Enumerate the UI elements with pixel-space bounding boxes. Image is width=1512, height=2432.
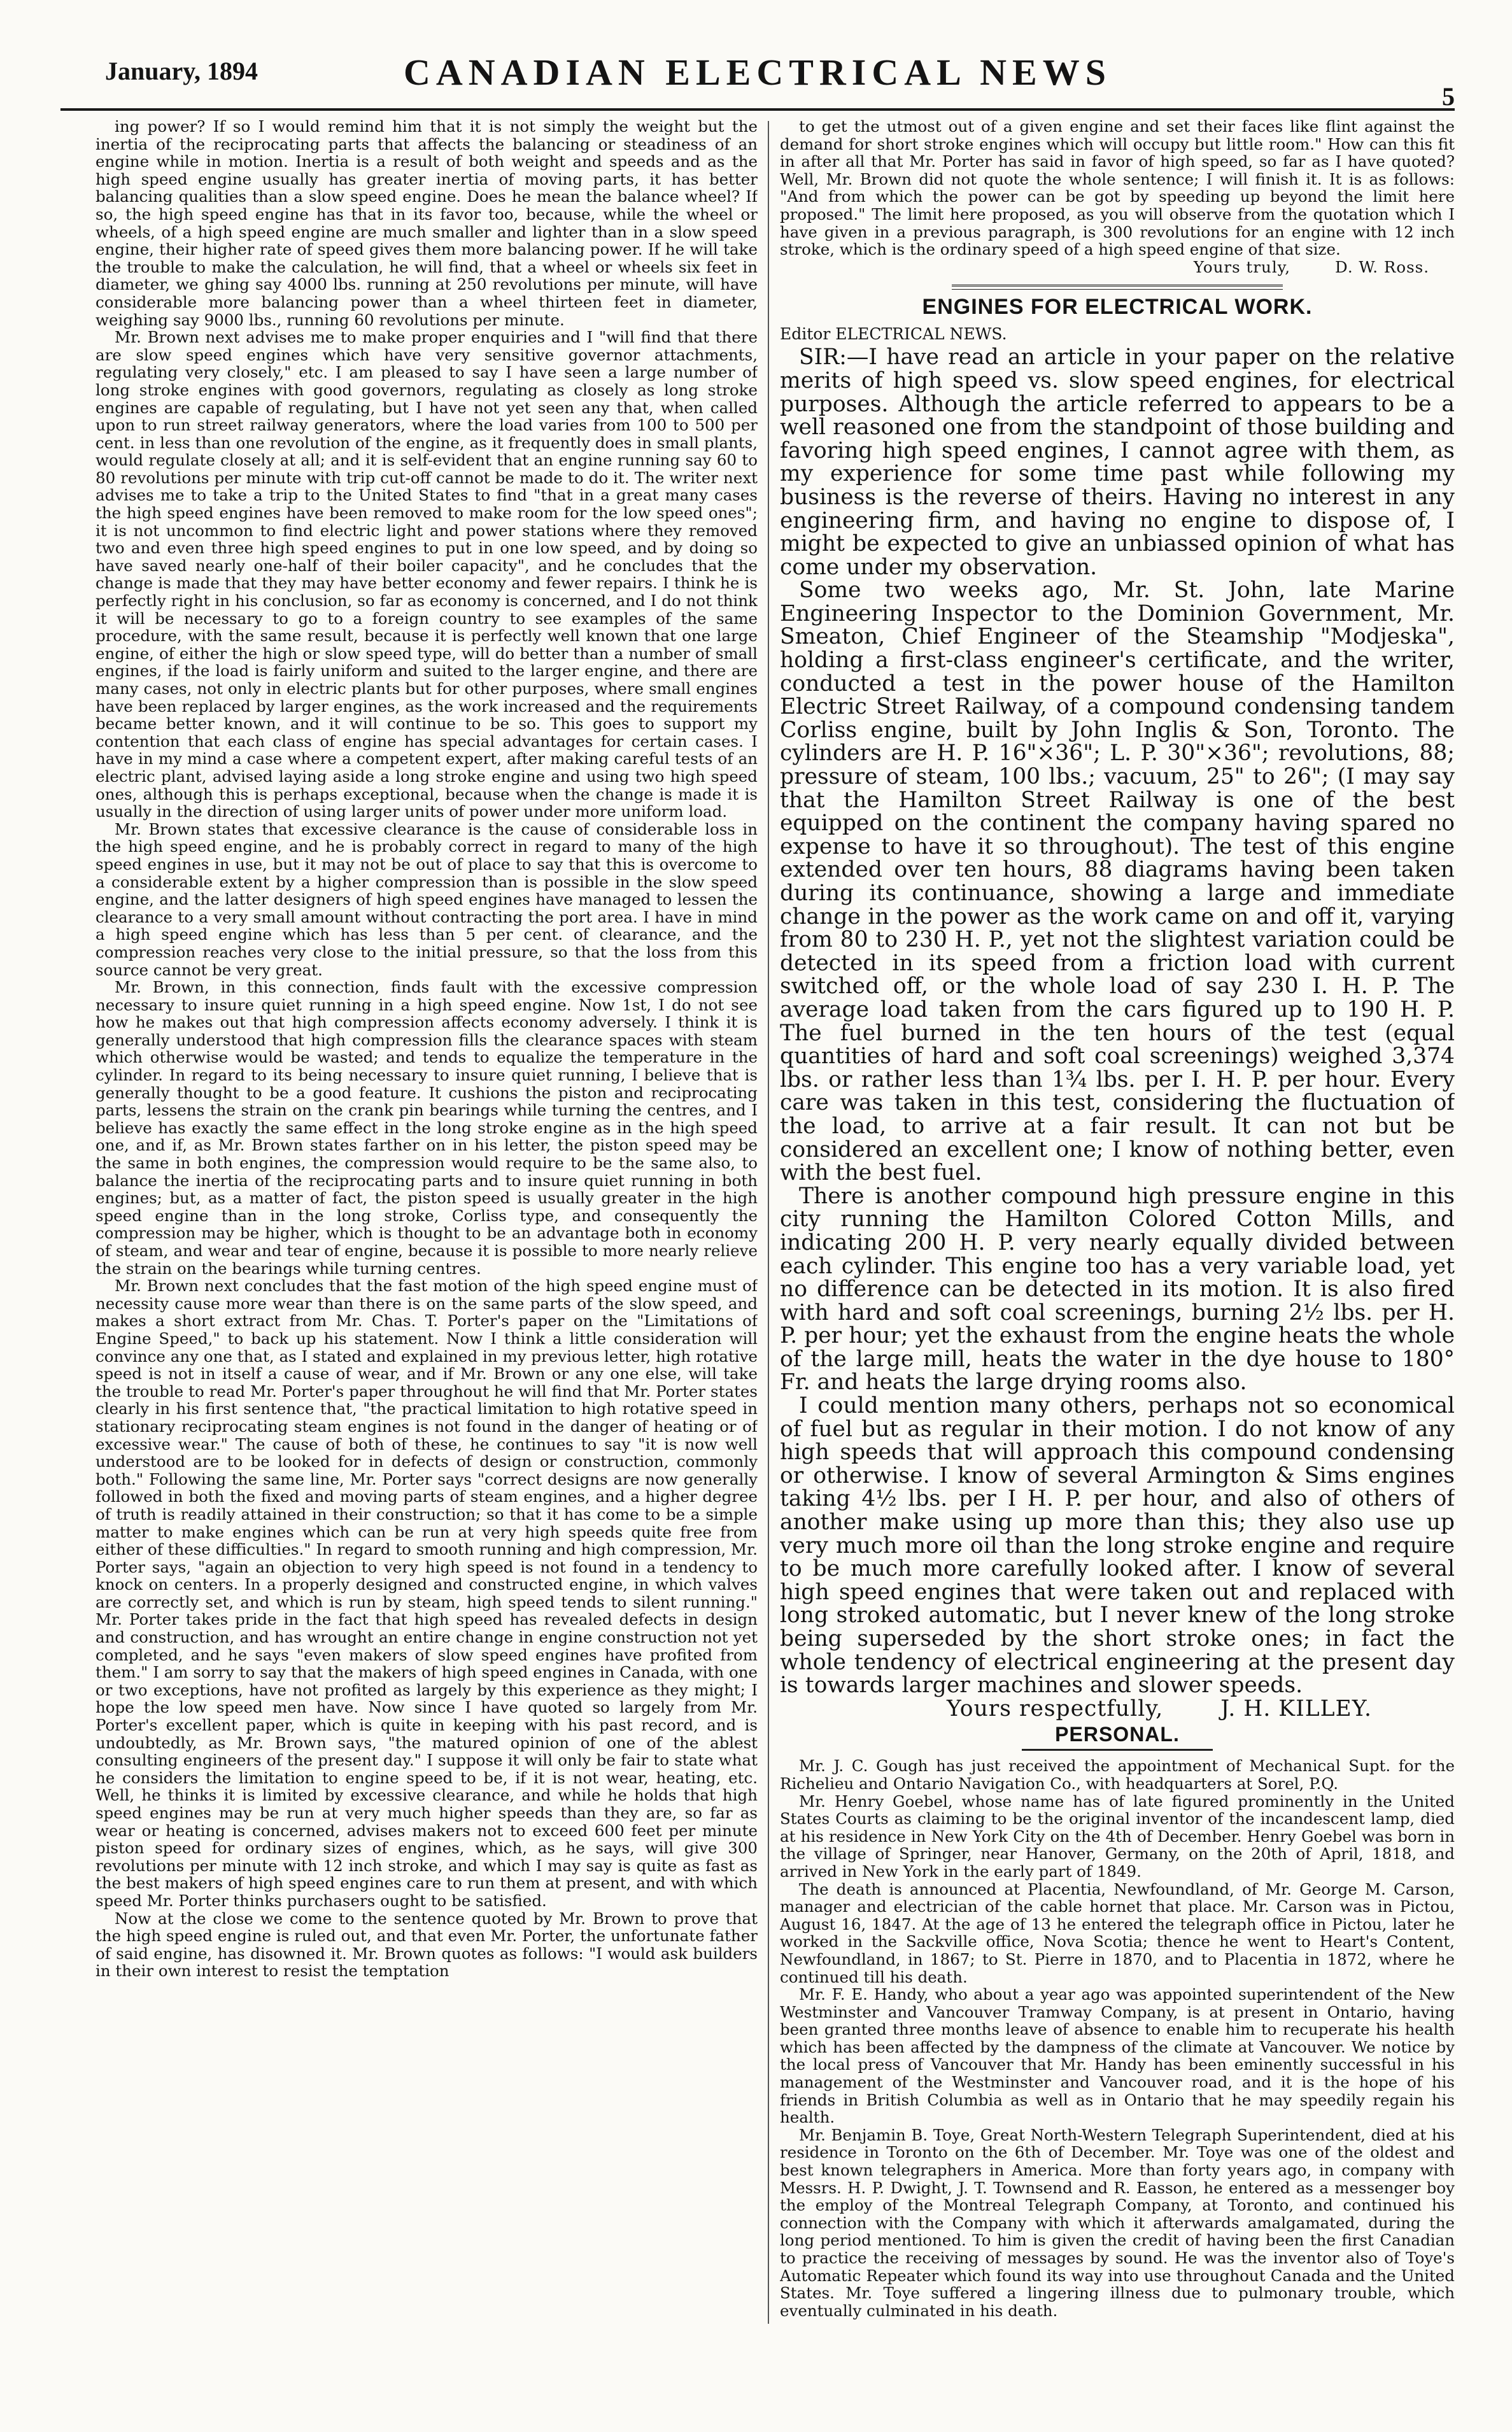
letter-paragraph: I could mention many others, perhaps not so economical of fuel but as regular in their motion. I do not know of any high speeds that will approach this compound condensing or otherwise. I know of several Armington & Sims engines taking 4½ lbs. per I H. P. per hour, and also of others of another make using up more than this; they also use up very much more oil than the long stroke engine and require to be much more carefully looked after. I know of several high speed engines that were taken out and replaced with long stroked automatic, but I never knew of the long stroke being superseded by the short stroke ones; in fact the whole tendency of electrical engineering at the present day is towards larger machines and slower speeds. xyxy=(780,1393,1455,1699)
letter-signature xyxy=(780,1697,1455,1721)
letter-signature xyxy=(780,258,1455,276)
article-paragraph: Mr. Brown states that excessive clearance is the cause of considerable loss in the high speed engine, and he is probably correct in regard to many of the high speed engines in use, but it may not be out of place to say that this is overcome to a considerable extent by a higher compression than is possible in the slow speed engine, and the latter designers of high speed engines have managed to lessen the clearance to a very small amount without contracting the port area. I have in mind a high speed engine which has less than 5 per cent. of clearance, and the compression reaches very close to the initial pressure, so that the loss from this source cannot be very great. xyxy=(95,819,758,979)
masthead-title: CANADIAN ELECTRICAL NEWS xyxy=(404,52,1112,93)
section-heading: PERSONAL. xyxy=(1022,1723,1213,1751)
column-divider xyxy=(768,121,769,2324)
page-header xyxy=(60,25,1455,111)
article-paragraph: Mr. Brown, in this connection, finds fault with the excessive compression necessary to insure quiet running in a high speed engine. Now 1st, I do not see how he makes out that high compression affects economy adversely. I think it is generally understood that high compression fills the clearance spaces with steam which otherwise would be wasted; and tends to equalize the temperature in the cylinder. In regard to its being necessary to insure quiet running, I believe that is generally thought to be a good feature. It cushions the piston and reciprocating parts, lessens the strain on the crank pin bearings while turning the centres, and I believe has exactly the same effect in the long stroke engine as in the high speed one, and if, as Mr. Brown states farther on in his letter, the piston speed may be the same in both engines, the compression would require to be the same also, to balance the inertia of the reciprocating parts and to insure quiet running in both engines; but, as a matter of fact, the piston speed is usually greater in the high speed engine than in the long stroke, Corliss type, and consequently the compression may be higher, which is thought to be an advantage both in economy of steam, and wear and tear of engine, because it is possible to more nearly relieve the strain on the bearings while turning centres. xyxy=(95,978,758,1278)
personal-item: Mr. J. C. Gough has just received the appointment of Mechanical Supt. for the Richelieu and Ontario Navigation Co., with headquarters at Sorel, P.Q. xyxy=(780,1757,1455,1793)
letter-continuation: to get the utmost out of a given engine and set their faces like flint against the demand for short stroke engines which will occupy but little room." How can this fit in after all that Mr. Porter has said in favor of high speed, so far as I have quoted? Well, Mr. Brown did not quote the whole sentence; I will finish it. It is as follows: "And from which the power can be got by speeding up beyond the limit here proposed." The limit here proposed, as you will observe from the quotation which I have given in a previous paragraph, is 300 revolutions for an engine with 12 inch stroke, which is the ordinary speed of a high speed engine of that size. xyxy=(780,118,1455,259)
article-paragraph: Mr. Brown next concludes that the fast motion of the high speed engine must of necessity cause more wear than there is on the same parts of the slow speed, and makes a short extract from Mr. Chas. T. Porter's paper on the "Limitations of Engine Speed," to back up his statement. Now I think a little consideration will convince any one that, as I stated and explained in my previous letter, high rotative speed is not in itself a cause of wear, and if Mr. Brown or any one else, will take the trouble to read Mr. Porter's paper throughout he will find that Mr. Porter states clearly in his first sentence that, "the practical limitation to high rotative speed in stationary reciprocating steam engines is not found in the danger of heating or of excessive wear." The cause of both of these, he continues to say "it is now well understood are to be looked for in defects of design or construction, commonly both." Following the same line, Mr. Porter says "correct designs are now generally followed in both the fixed and moving parts of steam engines, and a higher degree of truth is readily attained in their construction; so that it has come to be a simple matter to make engines which can be run at very high speeds quite free from either of these difficulties." In regard to smooth running and high compression, Mr. Porter says, "again an objection to very high speed is not found in a tendency to knock on centers. In a properly designed and constructed engine, in which valves are correctly set, and which is run by steam, high speed tends to silent running." Mr. Porter takes pride in the fact that high speed has revealed defects in design and construction, and has wrought an entire change in engine construction not yet completed, and he says "even makers of slow speed engines have profited from them." I am sorry to say that the makers of high speed engines in Canada, with one or two exceptions, have not profited as largely by this experience as they might; I hope the low speed men have. Now since I have quoted so largely from Mr. Porter's excellent paper, which is quite in keeping with his past record, and is undoubtedly, as Mr. Brown says, "the matured opinion of one of the ablest consulting engineers of the present day." I suppose it will only be fair to state what he considers the limitation to engine speed to be, if it is not wear, heating, etc. Well, he thinks it is limited by excessive clearance, and while he holds that high speed engines may be run at very much higher speeds than they are, so far as wear or heating is concerned, advises makers not to exceed 600 feet per minute piston speed for ordinary sizes of engines, which, as he says, will give 300 revolutions per minute with 12 inch stroke, and which I may say is quite as fast as the best makers of high speed engines care to run them at present, and with which speed Mr. Porter thinks purchasers ought to be satisfied. xyxy=(95,1276,758,1910)
article-paragraph: Mr. Brown next advises me to make proper enquiries and I "will find that there are slow speed engines which have very sensitive governor attachments, regulating very closely," etc. I am pleased to say I have seen a large number of long stroke engines with good governors, regulating as closely as long stroke engines are capable of regulating, but I have not yet seen any that, when called upon to run street railway generators, where the load varies from 100 to 500 per cent. in less than one revolution of the engine, as it frequently does in small plants, would regulate closely at all; and it is self-evident that an engine running say 60 to 80 revolutions per minute with trip cut-off cannot be made to do it. The writer next advises me to take a trip to the United States to find "that in a great many cases the high speed engines have been removed to make room for the low speed ones"; it is not uncommon to find electric light and power stations where they removed two and even three high speed engines to put in one low speed, and by doing so have saved nearly one-half of their boiler capacity", and he concludes that the change is made that they may have better economy and fewer repairs. I think he is perfectly right in his conclusion, so far as economy is concerned, and I do not think it will be necessary to go to a foreign country to see examples of the same procedure, with the same result, because it is perfectly well known that one large engine, of either the high or slow speed type, will do better than a number of small engines, if the load is fairly uniform and suited to the larger engine, and there are many cases, not only in electric plants but for other purposes, where small engines have been replaced by larger engines, as the work increased and the requirements became better known, and it will continue to be so. This goes to support my contention that each class of engine has special advantages for certain cases. I have in my mind a case where a competent expert, after making careful tests of an electric plant, advised laying aside a long stroke engine and using two high speed ones, although this is perhaps exceptional, because when the change is made it is usually in the direction of using larger units of power under more uniform load. xyxy=(95,328,758,821)
right-column xyxy=(780,118,1455,2327)
section-heading: ENGINES FOR ELECTRICAL WORK. xyxy=(922,295,1313,320)
signature-name: D. W. Ross. xyxy=(1335,257,1429,276)
section-divider xyxy=(952,285,1283,290)
article-paragraph: Now at the close we come to the sentence quoted by Mr. Brown to prove that the high speed engine is ruled out, and that even Mr. Porter, the unfortunate father of said engine, has disowned it. Mr. Brown quotes as follows: "I would ask builders in their own interest to resist the temptation xyxy=(95,1909,758,1981)
personal-item: Mr. Benjamin B. Toye, Great North-Western Telegraph Superintendent, died at his residence in Toronto on the 6th of December. Mr. Toye was one of the oldest and best known telegraphers in America. More than forty years ago, in company with Messrs. H. P. Dwight, J. T. Townsend and R. Easson, he entered as a messenger boy the employ of the Montreal Telegraph Company, at Toronto, and continued his connection with the Company with which it afterwards amalgamated, during the long period mentioned. To him is given the credit of having been the first Canadian to practice the receiving of messages by sound. He was the inventor also of Toye's Automatic Repeater which found its way into use throughout Canada and the United States. Mr. Toye suffered a lingering illness due to pulmonary trouble, which eventually culminated in his death. xyxy=(780,2125,1455,2320)
letter-paragraph: Some two weeks ago, Mr. St. John, late Marine Engineering Inspector to the Dominion Government, Mr. Smeaton, Chief Engineer of the Steamship "Modjeska", holding a first-class engineer's certificate, and the writer, conducted a test in the power house of the Hamilton Electric Street Railway, of a compound condensing tandem Corliss engine, built by John Inglis & Son, Toronto. The cylinders are H. P. 16"×36"; L. P. 30"×36"; revolutions, 88; pressure of steam, 100 lbs.; vacuum, 25" to 26"; (I may say that the Hamilton Street Railway is one of the best equipped on the continent the company having spared no expense to have it so throughout). The test of this engine extended over ten hours, 88 diagrams having been taken during its continuance, showing a large and immediate change in the power as the work came on and off it, varying from 80 to 230 H. P., yet not the slightest variation could be detected in its speed from a friction load with current switched off, or the whole load of say 230 I. H. P. The average load taken from the cars figured up to 190 H. P. The fuel burned in the ten hours of the test (equal quantities of hard and soft coal screenings) weighed 3,374 lbs. or rather less than 1¾ lbs. per I. H. P. per hour. Every care was taken in this test, considering the fluctuation of the load, to arrive at a fair result. It can not but be considered an excellent one; I know of nothing better, even with the best fuel. xyxy=(780,577,1455,1186)
issue-date: January, 1894 xyxy=(105,57,258,85)
letter-paragraph: SIR:—I have read an article in your paper on the relative merits of high speed vs. slow speed engines, for electrical purposes. Although the article referred to appears to be a well reasoned one from the standpoint of those building and favoring high speed engines, I cannot agree with them, as my experience for some time past while following my business is the reverse of theirs. Having no interest in any engineering firm, and having no engine to dispose of, I might be expected to give an unbiassed opinion of what has come under my observation. xyxy=(780,344,1455,580)
signature-closing: Yours respectfully, xyxy=(947,1695,1164,1721)
signature-name: J. H. KILLEY. xyxy=(1220,1695,1372,1721)
left-column xyxy=(95,118,758,2327)
article-paragraph: ing power? If so I would remind him that it is not simply the weight but the inertia of the reciprocating parts that affects the balancing or steadiness of an engine while in motion. Inertia is a result of both weight and speeds and as the high speed engine usually has greater inertia of moving parts, it has better balancing qualities than a slow speed engine. Does he mean the balance wheel? If so, the high speed engine has that in its favor too, because, while the wheel or wheels, of a high speed engine are much smaller and lighter than in a slow speed engine, their higher rate of speed gives them more balancing power. If he will take the trouble to make the calculation, he will find, that a wheel or wheels six feet in diameter, we ghing say 4000 lbs. running at 250 revolutions per minute, will have considerable more balancing power than a wheel thirteen feet in diameter, weighing say 9000 lbs., running 60 revolutions per minute. xyxy=(95,118,758,329)
letter-paragraph: There is another compound high pressure engine in this city running the Hamilton Colored Cotton Mills, and indicating 200 H. P. very nearly equally divided between each cylinder. This engine too has a very variable load, yet no difference can be detected in its motion. It is also fired with hard and soft coal screenings, burning 2½ lbs. per H. P. per hour; yet the exhaust from the engine heats the whole of the large mill, heats the water in the dye house to 180° Fr. and heats the large drying rooms also. xyxy=(780,1183,1455,1396)
personal-item: Mr. F. E. Handy, who about a year ago was appointed superintendent of the New Westminster and Vancouver Tramway Company, is at present in Ontario, having been granted three months leave of absence to enable him to recuperate his health which has been affected by the dampness of the climate at Vancouver. We notice by the local press of Vancouver that Mr. Handy has been eminently successful in his management of the Westminster and Vancouver road, and it is the hope of his friends in British Columbia as well as in Ontario that he may speedily regain his health. xyxy=(780,1985,1455,2127)
signature-closing: Yours truly, xyxy=(1193,257,1291,276)
personal-item: Mr. Henry Goebel, whose name has of late figured prominently in the United States Courts as claiming to be the original inventor of the incandescent lamp, died at his residence in New York City on the 4th of December. Henry Goebel was born in the village of Springer, near Hanover, Germany, on the 20th of April, 1818, and arrived in New York in the early part of 1849. xyxy=(780,1792,1455,1881)
editor-salutation: Editor ELECTRICAL NEWS. xyxy=(780,325,1007,344)
page-number: 5 xyxy=(1442,82,1455,111)
personal-item: The death is announced at Placentia, Newfoundland, of Mr. George M. Carson, manager and electrician of the cable hornet that place. Mr. Carson was in Pictou, August 16, 1847. At the age of 13 he entered the telegraph office in Pictou, later he worked in the Sackville office, Nova Scotia; thence he went to Heart's Content, Newfoundland, in 1867; to St. Pierre in 1870, and to Placentia in 1872, where he continued till his death. xyxy=(780,1879,1455,1986)
